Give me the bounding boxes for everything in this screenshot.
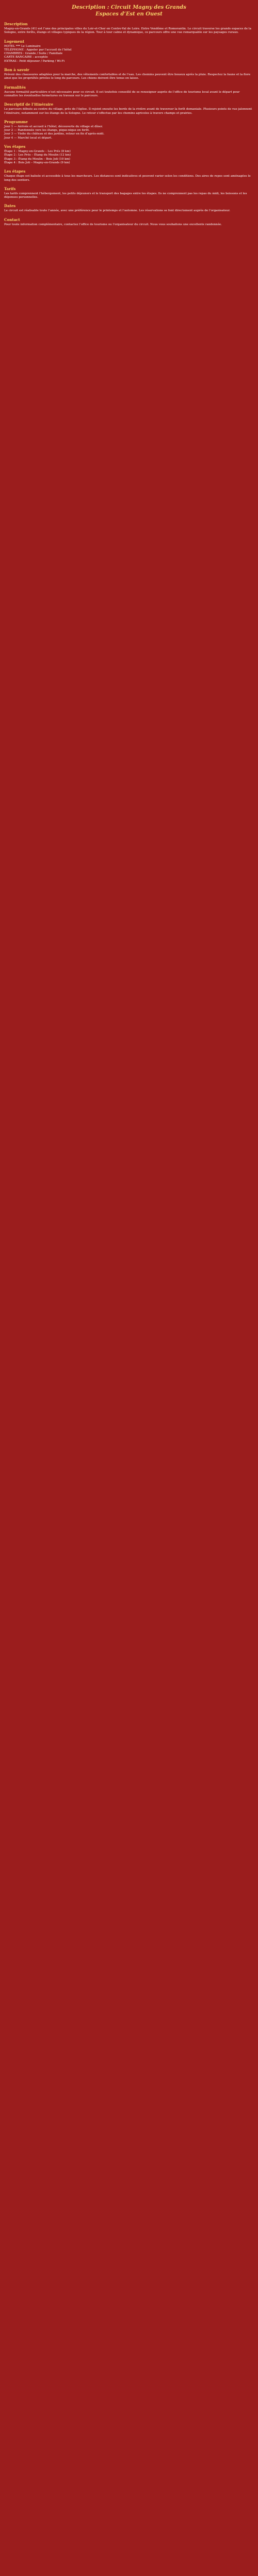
section-heading: Descriptif de l’itinéraire <box>4 102 54 107</box>
section-text: Étape 1 : Magny-en-Grands – Les Prés (8 km) Étape 2 : Les Prés – Étang du Moulin (12 km) Étape 3 : Étang du Moulin – Bois Joli (10 km) Étape 4 : Bois Joli – Magny-en-Grands (9 km) <box>4 150 71 164</box>
section-text: Le parcours débute au centre du village, près de l’église. Il rejoint ensuite les bords de la rivière avant de traverser la forêt domaniale. Plusieurs points de vue jalonnent l’itinéraire, notamment sur les étangs de la Sologne. Le retour s’effectue par les chemins agricoles à travers champs et prairies. <box>4 108 252 115</box>
section-text: Prévoir des chaussures adaptées pour la marche, des vêtements confortables et de l’eau. Les chemins peuvent être boueux après la pluie. Respectez la faune et la flore ainsi que les propriétés privées le long du parcours. Les chiens doivent être tenus en laisse. <box>4 73 251 80</box>
section-heading: Logement <box>4 39 25 44</box>
section-heading: Contact <box>4 217 20 222</box>
page-title-line-1: Description : Circuit Magny des Grands <box>72 5 186 10</box>
page <box>0 0 258 227</box>
section-heading: Les étapes <box>4 169 26 174</box>
section-text: Aucune formalité particulière n’est nécessaire pour ce circuit. Il est toutefois conseillé de se renseigner auprès de l’office de tourisme local avant le départ pour connaître les éventuelles fermetures ou travaux sur le parcours. <box>4 90 240 97</box>
content-sections <box>4 22 254 227</box>
section-text: HOTEL *** Le Luminaire TÉLÉPHONE : Appeler par l’accueil de l’hôtel CHAMBRES : Grande / Suite / Familiale CARTE BANCAIRE : acceptée EXTRAS : Petit déjeuner / Parking / Wi-Fi <box>4 44 72 63</box>
section-heading: Programme <box>4 119 28 124</box>
section-heading: Description <box>4 22 28 26</box>
section-heading: Vos étapes <box>4 144 26 149</box>
section-heading: Dates <box>4 204 16 209</box>
section-text: Pour toute information complémentaire, contactez l’office de tourisme ou l’organisateur du circuit. Nous vous souhaitons une excellente randonnée. <box>4 223 222 226</box>
section-text: Le circuit est réalisable toute l’année, avec une préférence pour le printemps et l’automne. Les réservations se font directement auprès de l’organisateur. <box>4 209 231 213</box>
section-heading: Formalités <box>4 84 26 90</box>
section-text: Magny-en-Grands (41) est l’une des principales villes du Loir-et-Cher en Centre-Val de Loire. Entre Vendôme et Romorantin. Le circuit traverse les grands espaces de la Sologne, entre forêts, étangs et villages typiques de la région. Tour à tour calme et dynamique, ce parcours offre une vue remarquable sur les paysages ruraux. <box>4 27 251 35</box>
section-text: Les tarifs comprennent l’hébergement, les petits déjeuners et le transport des bagages entre les étapes. Ils ne comprennent pas les repas du midi, les boissons et les dépenses personnelles. <box>4 192 247 199</box>
section-heading: Bon à savoir <box>4 67 29 73</box>
page-title <box>4 4 254 18</box>
page-title-line-2: Espaces d’Est en Ouest <box>95 11 163 17</box>
section-heading: Tarifs <box>4 186 16 191</box>
section-text: Chaque étape est balisée et accessible à tous les marcheurs. Les distances sont indicatives et peuvent varier selon les conditions. Des aires de repos sont aménagées le long des sentiers. <box>4 175 251 182</box>
section-text: Jour 1 — Arrivée et accueil à l’hôtel, découverte du village et dîner. Jour 2 — Randonnée vers les étangs, pique-nique en forêt. Jour 3 — Visite du château et des jardins, retour en fin d’après-midi. Jour 4 — Marché local et départ. <box>4 125 105 140</box>
